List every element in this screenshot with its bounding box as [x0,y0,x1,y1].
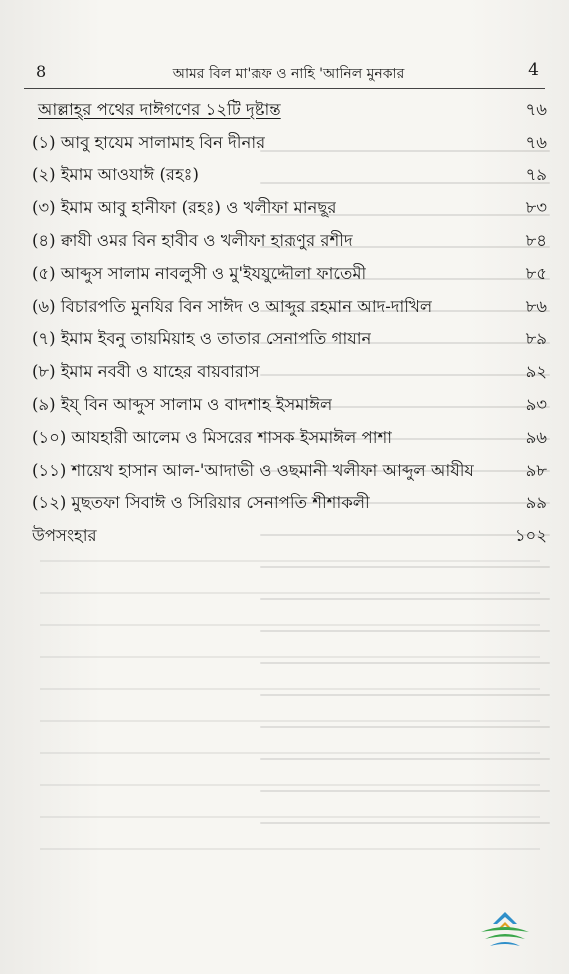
toc-entry[interactable] [32,225,549,258]
toc-entry[interactable] [32,422,549,455]
right-page-number: 4 [528,60,539,80]
toc-entry[interactable] [32,192,549,225]
toc-entry-title: (৫) আব্দুস সালাম নাবলুসী ও মু'ইযযুদ্দৌলা ফাতেমী [32,263,367,283]
toc-entry-page: ৮৫ [525,263,547,283]
toc-entry-title: আল্লাহ্‌র পথের দাঈগণের ১২টি দৃষ্টান্ত [38,99,281,119]
toc-entry-title: (৬) বিচারপতি মুনযির বিন সাঈদ ও আব্দুর রহমান আদ-দাখিল [32,296,433,316]
page-header [30,58,547,88]
toc-entry[interactable] [32,291,549,324]
table-of-contents [32,94,549,553]
toc-entry-title: (৪) ক্বাযী ওমর বিন হাবীব ও খলীফা হারূণুর রশীদ [32,231,353,251]
toc-entry-title: (৩) ইমাম আবু হানীফা (রহঃ) ও খলীফা মানছূর [32,198,337,218]
toc-entry-title: (১২) মুছতফা সিবাঈ ও সিরিয়ার সেনাপতি শীশাকলী [32,493,370,513]
toc-entry-page: ৭৯ [525,165,547,185]
left-page-number: 8 [36,62,47,81]
toc-entry[interactable] [32,258,549,291]
toc-entry[interactable] [32,356,549,389]
toc-entry-title: (১১) শায়েখ হাসান আল-'আদাভী ও ওছমানী খলীফা আব্দুল আযীয [32,460,474,480]
toc-entry-page: ৮৩ [525,198,547,218]
toc-entry-title: (১) আবু হাযেম সালামাহ বিন দীনার [32,132,266,152]
toc-entry-title: (১০) আযহারী আলেম ও মিসরের শাসক ইসমাঈল পাশা [32,427,393,447]
toc-entry[interactable] [32,488,549,521]
toc-entry-page: ৭৬ [525,132,547,152]
toc-entry-page: ৮৪ [525,231,547,251]
toc-entry-page: ৯৩ [525,395,547,415]
toc-entry-title: (৮) ইমাম নববী ও যাহের বায়বারাস [32,362,260,382]
toc-entry-title: (৯) ইয্ বিন আব্দুস সালাম ও বাদশাহ ইসমাঈল [32,395,333,415]
toc-entry-page: ১০২ [514,526,547,546]
toc-entry-page: ৯৯ [525,493,547,513]
toc-entry-page: ৯২ [525,362,547,382]
toc-entry[interactable] [32,94,549,127]
toc-entry[interactable] [32,389,549,422]
toc-entry[interactable] [32,127,549,160]
header-divider [24,88,545,89]
show-through-lines-lower [40,560,540,900]
toc-entry[interactable] [32,520,549,553]
toc-entry-title: (২) ইমাম আওযাঈ (রহঃ) [32,165,199,185]
running-title: আমর বিল মা'রূফ ও নাহি 'আনিল মুনকার [172,66,405,82]
toc-entry[interactable] [32,324,549,357]
toc-entry-title: উপসংহার [32,526,97,546]
toc-entry-page: ৮৯ [525,329,547,349]
toc-entry-page: ৯৬ [525,427,547,447]
toc-entry-page: ৮৬ [525,296,547,316]
toc-entry[interactable] [32,160,549,193]
toc-entry-page: ৭৬ [525,99,547,119]
publisher-logo-icon [477,908,533,952]
toc-entry-page: ৯৮ [525,460,547,480]
toc-entry[interactable] [32,455,549,488]
toc-entry-title: (৭) ইমাম ইবনু তায়মিয়াহ ও তাতার সেনাপতি গাযান [32,329,372,349]
